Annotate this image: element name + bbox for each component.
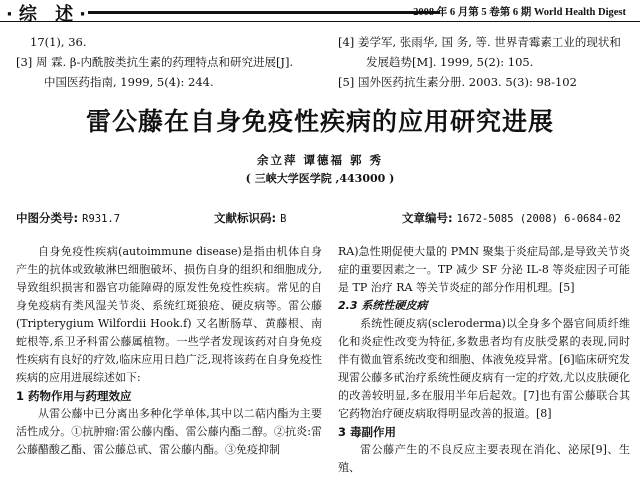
subsection-heading: 2.3 系统性硬皮病 xyxy=(338,299,428,312)
header-rule xyxy=(88,11,440,14)
article-title: 雷公藤在自身免疫性疾病的应用研究进展 xyxy=(85,107,554,136)
article-number-label: 文章编号: xyxy=(402,211,453,225)
article-number-value: 1672-5085 (2008) 6-0684-02 xyxy=(456,213,621,225)
reference-line: 中国医药指南, 1999, 5(4): 244. xyxy=(44,75,214,89)
body-paragraph: 雷公藤产生的不良反应主要表现在消化、泌尿[9]、生殖、 xyxy=(338,443,630,474)
clc-number xyxy=(16,210,120,226)
reference-line: [4] 姜学军, 张雨华, 国 务, 等. 世界青霉素工业的现状和 xyxy=(338,35,621,49)
section-label: ·综 述· xyxy=(6,4,92,25)
references-left xyxy=(16,32,326,92)
intro-paragraph: 自身免疫性疾病(autoimmune disease)是指由机体自身产生的抗体或致敏淋巴细胞破坏、损伤自身的组织和细胞成分,导致组织损害和器官功能障碍的原发性免疫性疾病。常见的自身免疫病有类风湿关节炎、系统红斑狼疮、硬皮病等。雷公藤 (Tripterygium Wilfordii Hook.f) 又名断肠草、黄藤根、南蛇根等,系卫矛科雷公藤属植物。一些学者发现该药对自身免疫性疾病有良好的疗效,临床应用日趋广泛,现将该药在自身免疫性疾病的应用进展综述如下: xyxy=(16,245,322,384)
body-column-left xyxy=(16,243,322,459)
references-right xyxy=(338,32,638,92)
article-affiliation: ( 三峡大学医学院 ,443000 ) xyxy=(245,172,395,185)
reference-line: 17(1), 36. xyxy=(30,35,87,49)
body-column-right xyxy=(338,243,630,477)
clc-label: 中图分类号: xyxy=(16,211,79,225)
body-paragraph: 系统性硬皮病(scleroderma)以全身多个器官间质纤维化和炎症性改变为特征,多数患者均有皮肤受累的表现,同时伴有微血管系统改变和细胞、体液免疫异常。[6]临床研究发现雷公藤多甙治疗系统性硬皮病有一定的疗效,尤以皮肤硬化的改善较明显,多在服用半年后起效。[7]也有雷公藤联合其它药物治疗硬皮病取得明显改善的报道。[8] xyxy=(338,317,630,420)
reference-line: 发展趋势[M]. 1999, 5(2): 105. xyxy=(366,55,534,69)
clc-value: R931.7 xyxy=(82,213,121,225)
section-heading: 1 药物作用与药理效应 xyxy=(16,389,132,403)
section-heading: 3 毒副作用 xyxy=(338,425,397,439)
document-code xyxy=(214,210,286,226)
journal-info: 2008 年 6 月第 5 卷第 6 期 World Health Digest xyxy=(413,7,626,18)
article-authors: 余立萍 谭德福 郭 秀 xyxy=(256,153,383,167)
body-paragraph: 从雷公藤中已分离出多种化学单体,其中以二萜内酯为主要活性成分。①抗肿瘤:雷公藤内酯、雷公藤内酯二醇。②抗炎:雷公藤醋酸乙酯、雷公藤总甙、雷公藤内酯。③免疫抑制 xyxy=(16,407,322,456)
article-number xyxy=(402,210,621,226)
reference-line: [5] 国外医药抗生素分册. 2003. 5(3): 98-102 xyxy=(338,75,577,89)
doc-code-label: 文献标识码: xyxy=(214,211,277,225)
header-underline xyxy=(0,21,640,22)
running-header xyxy=(0,0,640,25)
doc-code-value: B xyxy=(280,213,287,225)
body-paragraph: RA)急性期促使大量的 PMN 聚集于炎症局部,是导致关节炎症的重要因素之一。TP 减少 SF 分泌 IL-8 等炎症因子可能是 TP 治疗 RA 等关节炎症的部分作用机理。[5] xyxy=(338,245,630,294)
reference-line: [3] 周 霖. β-内酰胺类抗生素的药理特点和研究进展[J]. xyxy=(16,55,294,69)
